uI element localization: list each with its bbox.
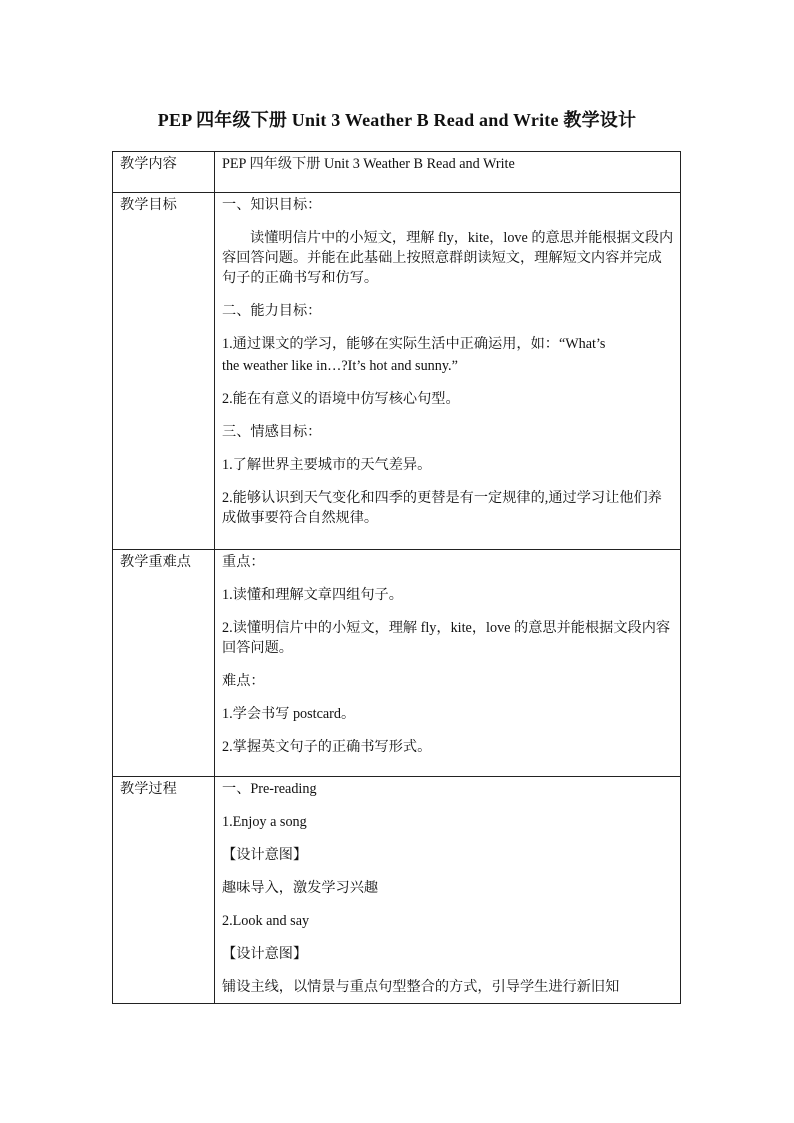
goals-emotion-item-1: 1.了解世界主要城市的天气差异。 [222,457,432,473]
process-design-intent-2: 【设计意图】 [222,946,308,962]
content-text: PEP 四年级下册 Unit 3 Weather B Read and Write [222,156,515,172]
process-item-enjoy-song: 1.Enjoy a song [222,814,307,830]
document-title: PEP 四年级下册 Unit 3 Weather B Read and Write 教学设计 [157,110,637,130]
goals-ability-item-1-cont: the weather like in…?It’s hot and sunny.” [222,358,458,374]
row-label-key-points: 教学重难点 [120,554,191,570]
goals-heading-knowledge: 一、知识目标： [222,197,322,213]
table-row-process [113,777,681,1004]
keys-difficulty-item-1: 1.学会书写 postcard。 [222,706,356,722]
process-item-look-say: 2.Look and say [222,913,310,929]
lesson-plan-table [112,151,681,1004]
row-label-content: 教学内容 [120,156,177,172]
keys-difficulty-item-2: 2.掌握英文句子的正确书写形式。 [222,739,432,755]
process-intent-text-2: 铺设主线，以情景与重点句型整合的方式，引导学生进行新旧知 [222,979,620,995]
keys-heading-focus: 重点： [222,554,265,570]
process-design-intent-1: 【设计意图】 [222,847,308,863]
goals-ability-item-1: 1.通过课文的学习，能够在实际生活中正确运用，如：“What’s [222,336,606,352]
table-row-content [113,152,681,193]
goals-heading-emotion: 三、情感目标： [222,424,322,440]
process-step-pre-reading: 一、Pre-reading [222,781,317,797]
process-intent-text-1: 趣味导入，激发学习兴趣 [222,880,379,896]
table-row-key-points [113,550,681,777]
goals-knowledge-text: 读懂明信片中的小短文，理解 fly，kite，love 的意思并能根据文段内容回答问题。并能在此基础上按照意群朗读短文，理解短文内容并完成句子的正确书写和仿写。 [222,230,674,286]
keys-focus-item-1: 1.读懂和理解文章四组句子。 [222,587,403,603]
row-label-goals: 教学目标 [120,197,177,213]
keys-heading-difficulty: 难点： [222,673,265,689]
goals-emotion-item-2: 2.能够认识到天气变化和四季的更替是有一定规律的,通过学习让他们养成做事要符合自然规律。 [222,490,662,526]
keys-focus-item-2: 2.读懂明信片中的小短文，理解 fly，kite，love 的意思并能根据文段内容回答问题。 [222,620,671,656]
row-label-process: 教学过程 [120,781,177,797]
goals-heading-ability: 二、能力目标： [222,303,322,319]
table-row-goals [113,193,681,550]
goals-ability-item-2: 2.能在有意义的语境中仿写核心句型。 [222,391,460,407]
